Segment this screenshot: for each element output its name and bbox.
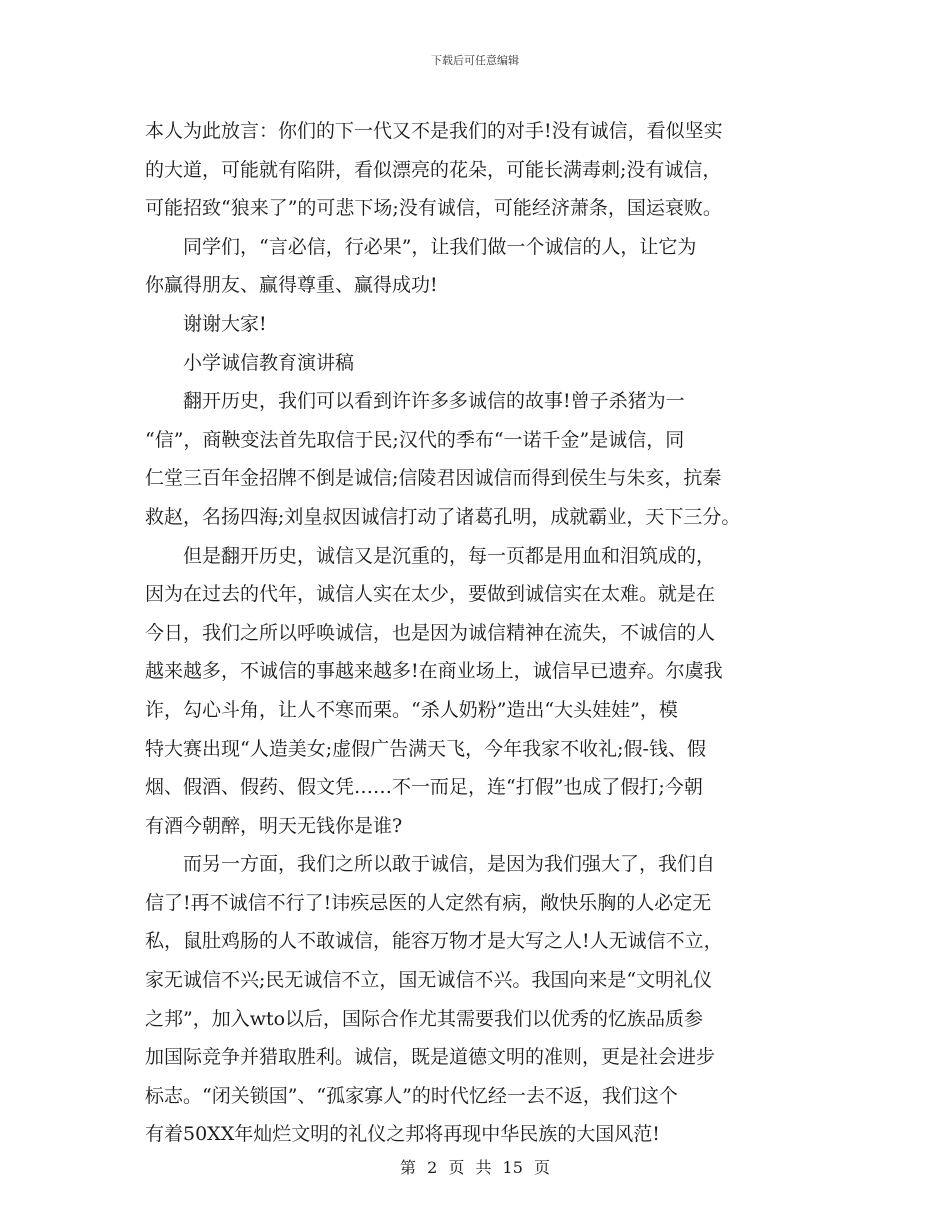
text-line: 谢谢大家! [183,312,267,335]
text-line: 因为在过去的代年，诚信人实在太少，要做到诚信实在太难。就是在 [145,583,716,606]
text-line: 仁堂三百年金招牌不倒是诚信;信陵君因诚信而得到侯生与朱亥，抗秦 [145,467,722,490]
text-line: 今日，我们之所以呼唤诚信，也是因为诚信精神在流失，不诚信的人 [145,621,716,644]
text-line: “信”，商鞅变法首先取信于民;汉代的季布“一诺千金”是诚信，同 [145,428,685,451]
text-line: 但是翻开历史，诚信又是沉重的，每一页都是用血和泪筑成的， [183,544,716,567]
text-line: 有着50XX年灿烂文明的礼仪之邦将再现中华民族的大国风范! [145,1123,660,1146]
text-line: 特大赛出现“人造美女;虚假广告满天飞，今年我家不收礼;假-钱、假 [145,737,706,760]
text-line: 烟、假酒、假药、假文凭……不一而足，连“打假”也成了假打;今朝 [145,776,703,799]
text-line: 可能招致“狼来了”的可悲下场;没有诚信，可能经济萧条，国运衰败。 [145,197,722,220]
text-line: 之邦”，加入wto以后，国际合作尤其需要我们以优秀的忆族品质参 [145,1007,704,1030]
text-line: 翻开历史，我们可以看到许许多多诚信的故事!曾子杀猪为一 [183,390,685,413]
text-line: 私，鼠肚鸡肠的人不敢诚信，能容万物才是大写之人!人无诚信不立， [145,930,723,953]
text-line: 家无诚信不兴;民无诚信不立，国无诚信不兴。我国向来是“文明礼仪 [145,969,713,992]
text-line: 有酒今朝醉，明天无钱你是谁? [145,814,403,837]
text-line: 越来越多，不诚信的事越来越多!在商业场上，诚信早已遗弃。尔虞我 [145,660,723,683]
document-body [145,112,825,1154]
text-line: 同学们，“言必信，行必果”，让我们做一个诚信的人，让它为 [183,235,697,258]
section-title: 小学诚信教育演讲稿 [183,351,355,374]
text-line: 你赢得朋友、赢得尊重、赢得成功! [145,274,438,297]
text-line: 标志。“闭关锁国”、“孤家寡人”的时代忆经一去不返，我们这个 [145,1084,678,1107]
text-line: 本人为此放言：你们的下一代又不是我们的对手!没有诚信，看似坚实 [145,120,723,142]
text-line: 诈，勾心斗角，让人不寒而栗。“杀人奶粉”造出“大头娃娃”，模 [145,698,678,721]
text-line: 加国际竞争并猎取胜利。诚信，既是道德文明的准则，更是社会进步 [145,1046,716,1069]
text-line: 而另一方面，我们之所以敢于诚信，是因为我们强大了，我们自 [183,853,716,876]
page-header: 下载后可任意编辑 [431,54,519,67]
text-line: 的大道，可能就有陷阱，看似漂亮的花朵，可能长满毒刺;没有诚信， [145,158,722,181]
text-line: 信了!再不诚信不行了!讳疾忌医的人定然有病，敞快乐胸的人必定无 [145,891,712,914]
text-line: 救赵，名扬四海;刘皇叔因诚信打动了诸葛孔明，成就霸业，天下三分。 [145,505,741,528]
page-footer: 第 2 页 共 15 页 [400,1158,550,1177]
